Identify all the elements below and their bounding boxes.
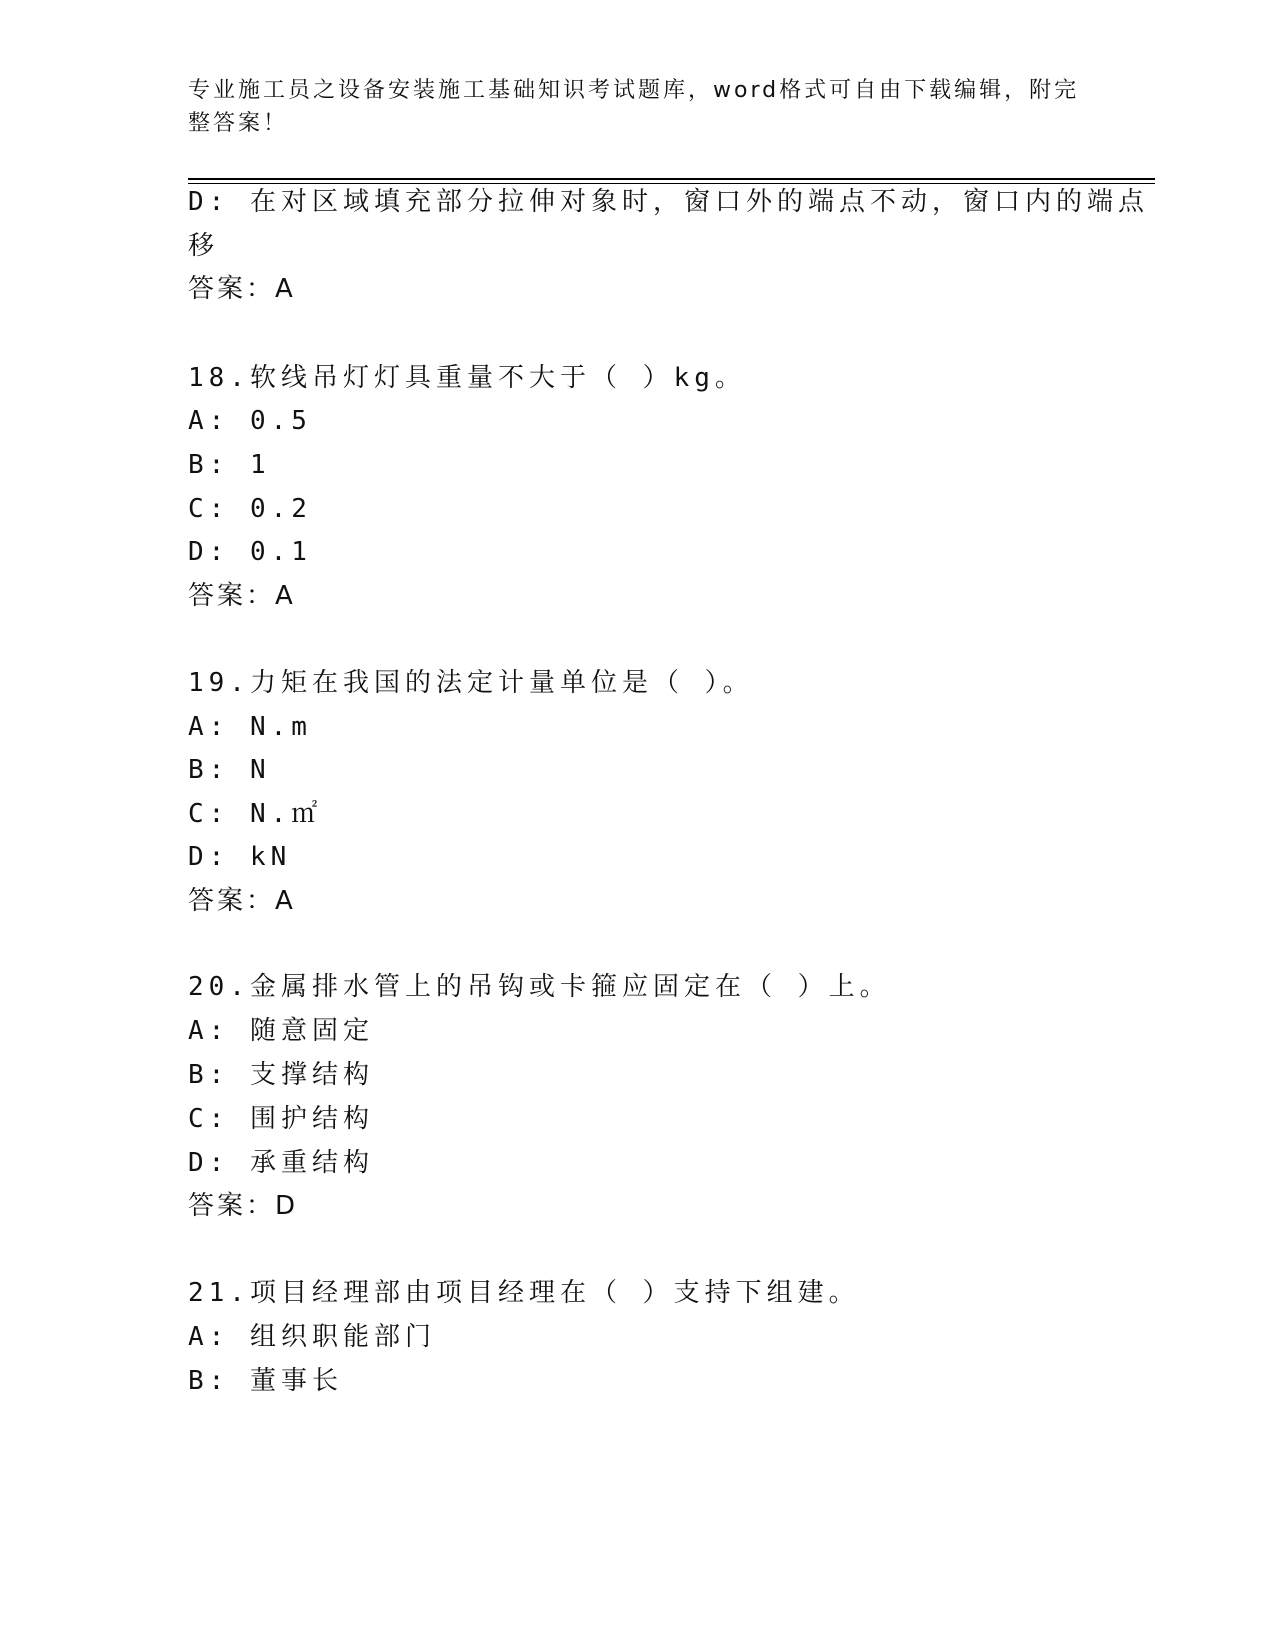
prev-option-d-line-2: 移 bbox=[188, 231, 220, 261]
prev-answer: 答案：A bbox=[188, 274, 296, 304]
question-18-option-c: C: 0.2 bbox=[188, 494, 312, 524]
question-21-option-a: A: 组织职能部门 bbox=[188, 1322, 436, 1352]
question-19-option-a: A: N.m bbox=[188, 712, 312, 742]
question-19-answer: 答案：A bbox=[188, 886, 296, 916]
question-20-option-c: C: 围护结构 bbox=[188, 1104, 374, 1134]
question-18-stem: 18.软线吊灯灯具重量不大于（ ）kg。 bbox=[188, 363, 746, 393]
question-19-stem: 19.力矩在我国的法定计量单位是（ ）。 bbox=[188, 668, 754, 698]
question-20-answer: 答案：D bbox=[188, 1191, 299, 1221]
question-19-option-b: B: N bbox=[188, 755, 271, 785]
question-21-stem: 21.项目经理部由项目经理在（ ）支持下组建。 bbox=[188, 1278, 860, 1308]
header-divider-thick bbox=[188, 178, 1155, 180]
question-20-option-d: D: 承重结构 bbox=[188, 1148, 374, 1178]
header-line-1: 专业施工员之设备安装施工基础知识考试题库，word格式可自由下载编辑，附完 bbox=[188, 78, 1080, 103]
question-18-option-d: D: 0.1 bbox=[188, 537, 312, 567]
question-19-option-c: C: N.㎡ bbox=[188, 799, 323, 829]
header-divider-thin bbox=[188, 183, 1155, 184]
question-21-option-b: B: 董事长 bbox=[188, 1366, 343, 1396]
question-20-option-b: B: 支撑结构 bbox=[188, 1060, 374, 1090]
question-18-option-a: A: 0.5 bbox=[188, 406, 312, 436]
question-20-stem: 20.金属排水管上的吊钩或卡箍应固定在（ ）上。 bbox=[188, 972, 891, 1002]
header-line-2: 整答案！ bbox=[188, 111, 289, 136]
document-header bbox=[188, 74, 1088, 140]
prev-option-d-line-1: D: 在对区域填充部分拉伸对象时，窗口外的端点不动，窗口内的端点 bbox=[188, 187, 1149, 217]
question-18-option-b: B: 1 bbox=[188, 450, 271, 480]
question-18-answer: 答案：A bbox=[188, 581, 296, 611]
question-19-option-d: D: kN bbox=[188, 842, 292, 872]
question-20-option-a: A: 随意固定 bbox=[188, 1016, 374, 1046]
